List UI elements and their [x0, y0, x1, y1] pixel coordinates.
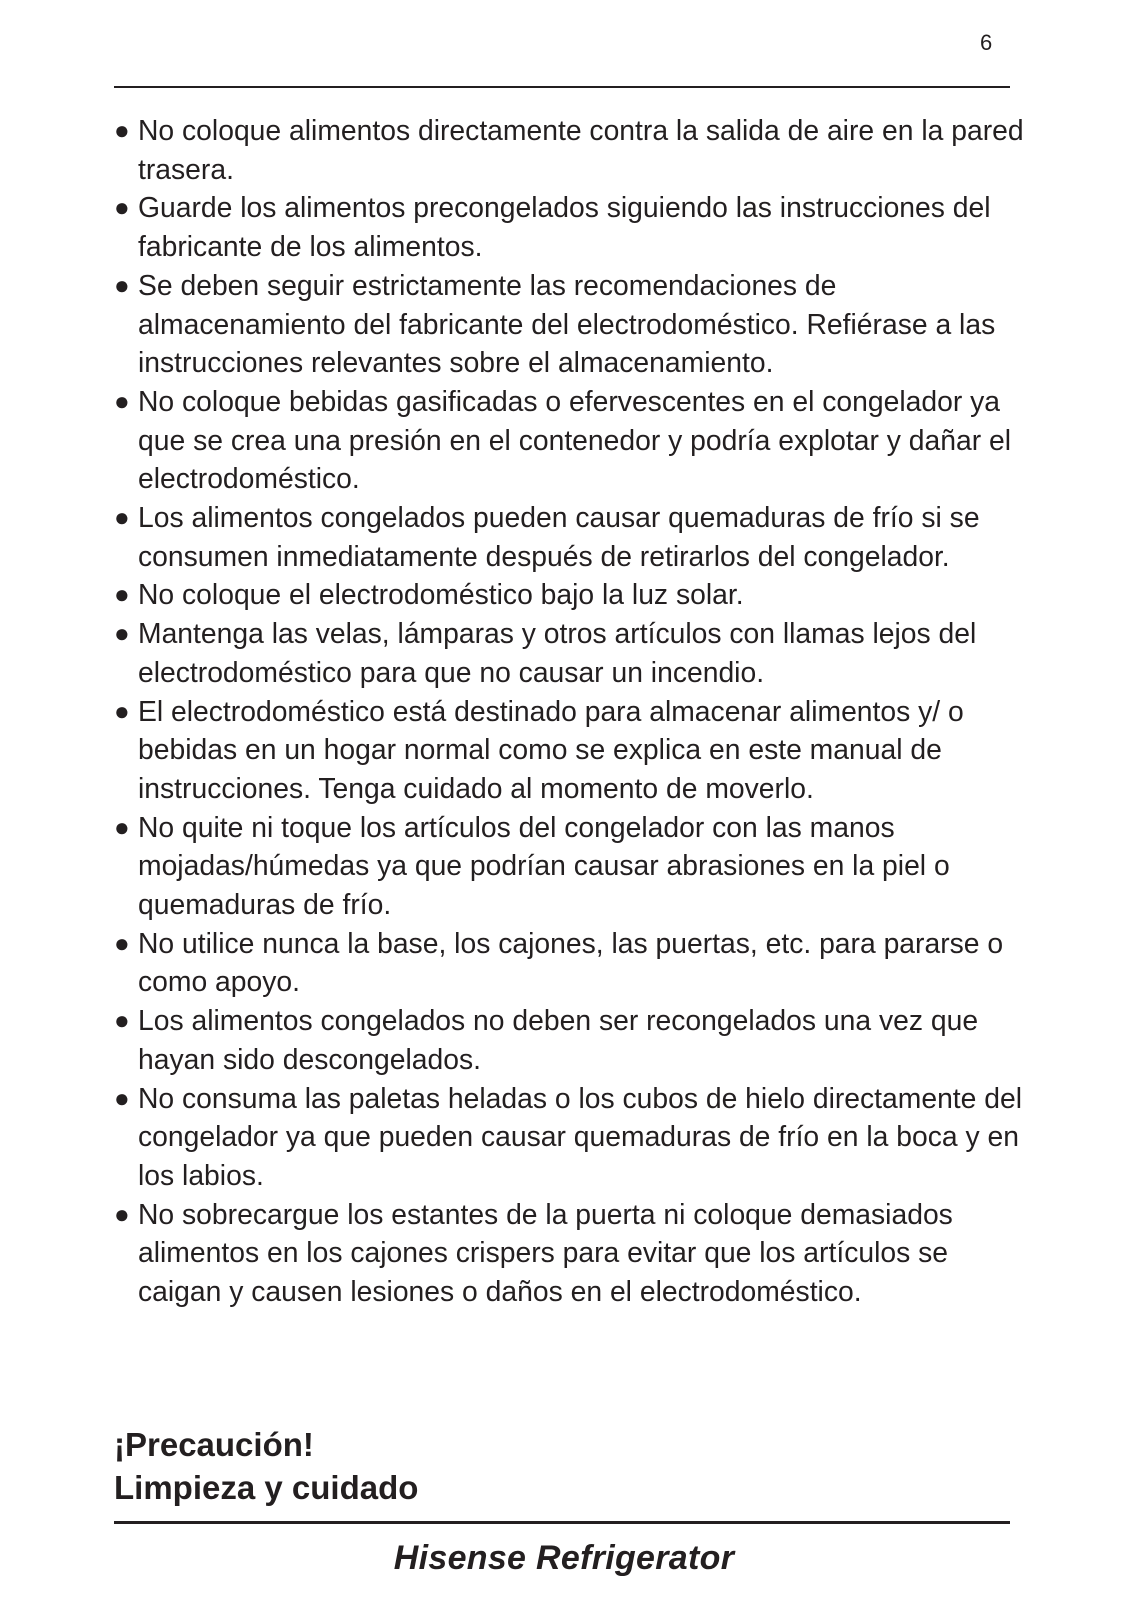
bullet-icon: ●: [114, 502, 130, 533]
bullet-icon: ●: [114, 811, 130, 842]
bullet-text: No sobrecargue los estantes de la puerta ni coloque demasiados alimentos en los cajones crispers para evitar que los artículos se caigan y causen lesiones o daños en el electrodoméstico.: [138, 1197, 953, 1308]
bullet-text: Los alimentos congelados no deben ser recongelados una vez que hayan sido descongelados.: [138, 1004, 979, 1075]
bullet-item: [114, 1001, 1034, 1078]
footer-divider: [114, 1521, 1010, 1524]
bullet-text: No quite ni toque los artículos del congelador con las manos mojadas/húmedas ya que podrían causar abrasiones en la piel o quemaduras de frío.: [138, 810, 950, 921]
bullet-item: [114, 382, 1034, 498]
bullet-icon: ●: [114, 269, 130, 300]
bullet-icon: ●: [114, 115, 130, 145]
bullet-icon: ●: [114, 927, 130, 958]
bullet-text: No coloque alimentos directamente contra la salida de aire en la pared trasera.: [138, 114, 1024, 185]
bullet-text: No coloque el electrodoméstico bajo la luz solar.: [138, 578, 744, 611]
footer-brand: Hisense Refrigerator: [393, 1539, 735, 1577]
bullet-text: Se deben seguir estrictamente las recomendaciones de almacenamiento del fabricante del electrodoméstico. Refiérase a las instrucciones relevantes sobre el almacenamiento.: [138, 268, 996, 379]
bullet-item: [114, 188, 1034, 265]
bullet-item: [114, 111, 1034, 188]
bullet-text: No coloque bebidas gasificadas o efervescentes en el congelador ya que se crea una presión en el contenedor y podría explotar y dañar el electrodoméstico.: [138, 384, 1012, 495]
bullet-icon: ●: [114, 618, 130, 649]
bullet-item: [114, 498, 1034, 575]
safety-bullet-list: [114, 111, 1034, 1311]
bullet-text: No utilice nunca la base, los cajones, las puertas, etc. para pararse o como apoyo.: [138, 926, 1004, 998]
bullet-icon: ●: [114, 1198, 130, 1229]
bullet-text: El electrodoméstico está destinado para almacenar alimentos y/ o bebidas en un hogar normal como se explica en este manual de instrucciones. Tenga cuidado al momento de moverlo.: [138, 694, 964, 804]
bullet-item: [114, 1195, 1034, 1311]
bullet-icon: ●: [114, 1005, 130, 1036]
bullet-item: [114, 692, 1034, 808]
bullet-text: Los alimentos congelados pueden causar quemaduras de frío si se consumen inmediatamente después de retirarlos del congelador.: [138, 501, 980, 572]
bullet-item: [114, 808, 1034, 924]
top-divider: [114, 86, 1010, 88]
bullet-text: No consuma las paletas heladas o los cubos de hielo directamente del congelador ya que pueden causar quemaduras de frío en la boca y en los labios.: [138, 1081, 1023, 1191]
bullet-item: [114, 924, 1034, 1001]
bullet-icon: ●: [114, 1082, 130, 1113]
bullet-text: Mantenga las velas, lámparas y otros artículos con llamas lejos del electrodoméstico para que no causar un incendio.: [138, 617, 977, 688]
bullet-icon: ●: [114, 192, 130, 223]
bullet-text: Guarde los alimentos precongelados siguiendo las instrucciones del fabricante de los alimentos.: [138, 191, 991, 263]
bullet-item: [114, 266, 1034, 382]
bullet-item: [114, 575, 1034, 614]
page-number: 6: [980, 30, 993, 55]
bullet-icon: ●: [114, 385, 130, 416]
bullet-icon: ●: [114, 579, 130, 610]
section-heading: Limpieza y cuidado: [114, 1469, 419, 1506]
bullet-item: [114, 1079, 1034, 1195]
caution-heading: ¡Precaución!: [114, 1426, 314, 1463]
bullet-icon: ●: [114, 695, 130, 726]
bullet-item: [114, 614, 1034, 691]
